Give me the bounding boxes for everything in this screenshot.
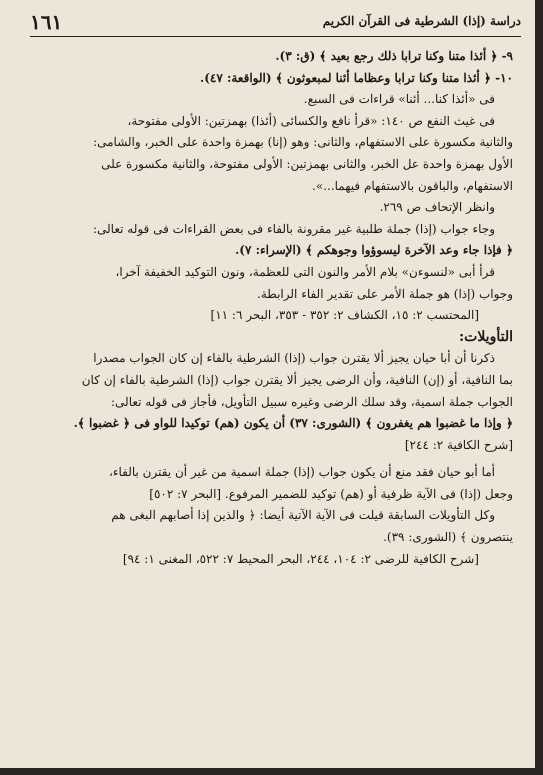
- text-line: بما النافية، أو (إن) النافية، وأن الرضى يجيز ألا يقترن جواب (إذا) الشرطية بالفاء إن كان: [81, 372, 513, 387]
- page-number: ١٦١: [30, 10, 63, 34]
- text-line: وكل التأويلات السابقة قيلت فى الآية الآتية أيضا: ﴿ والذين إذا أصابهم البغى هم: [111, 508, 495, 523]
- verse-quote: ﴿ فإذا جاء وعد الآخرة ليسوؤوا وجوهكم ﴾ (الإسراء: ٧).: [235, 243, 513, 258]
- text-line: وانظر الإتحاف ص ٢٦٩.: [379, 200, 495, 215]
- text-line: وجاء جواب (إذا) جملة طلبية غير مقرونة بالفاء فى بعض القراءات فى قوله تعالى:: [92, 221, 495, 236]
- page-body: [30, 46, 513, 570]
- reference-citation: [المحتسب ٢: ١٥، الكشاف ٢: ٣٥٢ - ٣٥٣، البحر ٦: ١١]: [210, 308, 479, 323]
- text-line: ينتصرون ﴾ (الشورى: ٣٩).: [383, 530, 513, 545]
- verse-example-9: ٩- ﴿ أئذا متنا وكنا ترابا ذلك رجع بعيد ﴾ (ق: ٣).: [275, 49, 513, 63]
- text-line: أما أبو حيان فقد منع أن يكون جواب (إذا) جملة اسمية من غير أن يقترن بالفاء،: [108, 465, 495, 480]
- text-line: الأول بهمزة واحدة عل الخبر، والثانى بهمزتين: الأولى مفتوحة، والثانية مكسورة على: [101, 156, 513, 171]
- text-line: ذكرنا أن أبا حيان يجيز ألا يقترن جواب (إذا) الشرطية بالفاء إن كان الجواب مصدرا: [93, 351, 495, 366]
- reference-citation: [شرح الكافية للرضى ٢: ١٠٤، ٢٤٤، البحر المحيط ٧: ٥٢٢، المغنى ١: ٩٤]: [122, 551, 479, 566]
- text-line: قرأ أبى «لنسوءن» بلام الأمر والنون التى للعظمة، ونون التوكيد الخفيفة آخرا،: [115, 264, 495, 279]
- text-line: والثانية مكسورة على الاستفهام، والثانى: وهو (إنا) بهمزة واحدة على الخبر، والشامى:: [93, 135, 513, 150]
- page-header: [30, 10, 521, 37]
- text-line: الجواب جملة اسمية، وقد سلك الرضى وغيره سبيل التأويل، فأجاز فى قوله تعالى:: [111, 394, 513, 409]
- section-heading: التأويلات:: [458, 328, 513, 345]
- text-line: الاستفهام، والباقون بالاستفهام فيهما...».: [312, 178, 513, 193]
- text-line: وجعل (إذا) فى الآية ظرفية أو (هم) توكيد للضمير المرفوع. [البحر ٧: ٥٠٢]: [149, 486, 513, 501]
- text-line: وجواب (إذا) هو جملة الأمر على تقدير الفاء الرابطة.: [257, 286, 513, 301]
- text-line: فى «أئذا كنا... أئنا» قراءات فى السبع.: [303, 92, 495, 107]
- verse-example-10: ١٠- ﴿ أئذا متنا وكنا ترابا وعظاما أئنا لمبعوثون ﴾ (الواقعة: ٤٧).: [200, 70, 513, 85]
- text-line: فى غيث النفع ص ١٤٠: «قرأ نافع والكسائى (أئذا) بهمزتين: الأولى مفتوحة،: [127, 113, 495, 128]
- verse-quote: ﴿ وإذا ما غضبوا هم يغفرون ﴾ (الشورى: ٣٧) أن يكون (هم) توكيدا للواو فى ﴿ غضبوا ﴾.: [73, 416, 513, 431]
- running-title: دراسة (إذا) الشرطية فى القرآن الكريم: [322, 14, 521, 28]
- reference-citation: [شرح الكافية ٢: ٢٤٤]: [404, 437, 513, 452]
